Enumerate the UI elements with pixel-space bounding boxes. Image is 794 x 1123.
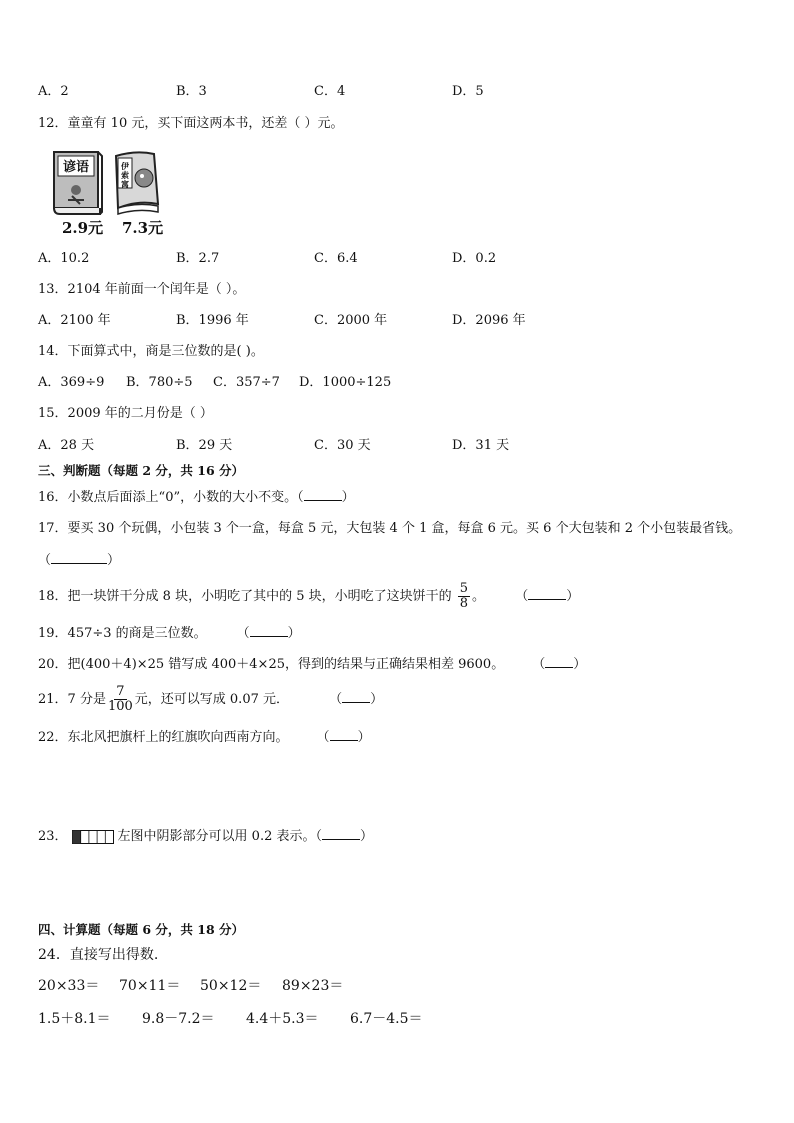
book1-price: 2.9元 (62, 219, 104, 237)
q21-fraction (108, 685, 133, 714)
q18-stem: 18．把一块饼干分成 8 块，小明吃了其中的 5 块，小明吃了这块饼干的 (38, 589, 452, 604)
q18-fraction (458, 582, 470, 611)
q11-option-a: A．2 (38, 84, 69, 99)
q21-answer-blank[interactable] (342, 691, 370, 703)
q12-option-a: A．10.2 (38, 251, 90, 266)
q17-close: ） (107, 553, 121, 568)
q13-option-a: A．2100 年 (38, 313, 111, 328)
q24-item-5: 1.5＋8.1＝ (38, 1011, 111, 1027)
svg-text:伊: 伊 (121, 162, 129, 171)
q17-open: （ (38, 553, 52, 568)
q21-close: ） (370, 692, 384, 707)
q13-option-c: C．2000 年 (314, 313, 388, 328)
q24-item-4: 89×23＝ (282, 978, 344, 994)
q19-line (38, 625, 301, 642)
book1-title: 谚语 (62, 160, 90, 175)
q14-option-b: B．780÷5 (126, 375, 193, 390)
q16-close: ） (341, 490, 355, 505)
q15-option-b: B．29 天 (176, 438, 233, 453)
q13-stem: 13．2104 年前面一个闰年是（ ）。 (38, 282, 246, 297)
q16-stem: 16．小数点后面添上“0”，小数的大小不变。（ (38, 490, 304, 505)
q20-stem: 20．把(400＋4)×25 错写成 400＋4×25，得到的结果与正确结果相差 9600。 (38, 657, 505, 672)
q24-stem: 24．直接写出得数. (38, 947, 159, 963)
q17-answer-blank[interactable] (51, 552, 107, 564)
q16-answer-blank[interactable] (304, 489, 342, 501)
q16-line (38, 489, 355, 506)
q19-answer-blank[interactable] (250, 625, 288, 637)
q11-option-b: B．3 (176, 84, 207, 99)
q15-option-d: D．31 天 (452, 438, 510, 453)
q20-close: ） (573, 657, 587, 672)
q20-answer-blank[interactable] (545, 656, 573, 668)
q23-shaded-strip-diagram (72, 830, 114, 844)
q14-option-c: C．357÷7 (213, 375, 280, 390)
q23-pre: 23． (38, 829, 68, 844)
section4-title: 四、计算题（每题 6 分，共 18 分） (38, 922, 245, 937)
book-proverbs-image (48, 148, 106, 216)
q24-item-7: 4.4＋5.3＝ (246, 1011, 319, 1027)
q22-open: （ (316, 730, 330, 745)
q20-line (38, 656, 586, 673)
section3-title: 三、判断题（每题 2 分，共 16 分） (38, 463, 245, 478)
q20-open: （ (532, 657, 546, 672)
q23-shaded-part (72, 830, 80, 843)
q11-option-c: C．4 (314, 84, 346, 99)
q24-item-2: 70×11＝ (119, 978, 181, 994)
q24-item-8: 6.7－4.5＝ (350, 1011, 423, 1027)
q18-open: （ (515, 589, 529, 604)
q23-answer-blank[interactable] (322, 828, 360, 840)
svg-text:寓: 寓 (121, 180, 129, 189)
q22-close: ） (357, 730, 371, 745)
book2-price: 7.3元 (122, 219, 164, 237)
q22-answer-blank[interactable] (330, 729, 358, 741)
q15-stem: 15．2009 年的二月份是（ ） (38, 406, 213, 421)
q22-line (38, 729, 371, 746)
q23-close: ） (360, 829, 374, 844)
svg-text:索: 索 (121, 171, 129, 180)
book-aesop-image (110, 150, 164, 216)
q18-fraction-numerator: 5 (459, 581, 469, 596)
q22-stem: 22．东北风把旗杆上的红旗吹向西南方向。 (38, 730, 289, 745)
q18-fraction-denominator: 8 (459, 596, 469, 611)
q15-option-a: A．28 天 (38, 438, 95, 453)
q24-item-3: 50×12＝ (200, 978, 262, 994)
q18-answer-blank[interactable] (528, 588, 566, 600)
q24-item-6: 9.8－7.2＝ (142, 1011, 215, 1027)
q12-stem: 12．童童有 10 元，买下面这两本书，还差（ ）元。 (38, 116, 344, 131)
q15-option-c: C．30 天 (314, 438, 371, 453)
q12-option-d: D．0.2 (452, 251, 497, 266)
q23-post: 左图中阴影部分可以用 0.2 表示。（ (117, 829, 322, 844)
q23-line (38, 828, 373, 845)
q21-line (38, 684, 383, 716)
q18-tail: 。 (472, 589, 486, 604)
q11-option-d: D．5 (452, 84, 484, 99)
q21-pre: 21．7 分是 (38, 692, 106, 707)
q14-option-d: D．1000÷125 (299, 375, 392, 390)
q14-stem: 14．下面算式中，商是三位数的是( )。 (38, 344, 264, 359)
q13-option-d: D．2096 年 (452, 313, 526, 328)
q21-post: 元，还可以写成 0.07 元． (134, 692, 289, 707)
q12-option-b: B．2.7 (176, 251, 220, 266)
q21-fraction-denominator: 100 (107, 699, 133, 714)
q17-stem: 17．要买 30 个玩偶，小包装 3 个一盒，每盒 5 元，大包装 4 个 1 盒，每盒 6 元。买 6 个大包装和 2 个小包装最省钱。 (38, 521, 742, 536)
q21-open: （ (329, 692, 343, 707)
q18-close: ） (566, 589, 580, 604)
q19-close: ） (287, 626, 301, 641)
q12-option-c: C．6.4 (314, 251, 358, 266)
q19-open: （ (236, 626, 250, 641)
q19-stem: 19．457÷3 的商是三位数。 (38, 626, 207, 641)
q14-option-a: A．369÷9 (38, 375, 105, 390)
q17-answer-line (38, 552, 120, 569)
q24-item-1: 20×33＝ (38, 978, 100, 994)
q13-option-b: B．1996 年 (176, 313, 249, 328)
q18-line (38, 582, 579, 612)
q21-fraction-numerator: 7 (116, 684, 125, 699)
